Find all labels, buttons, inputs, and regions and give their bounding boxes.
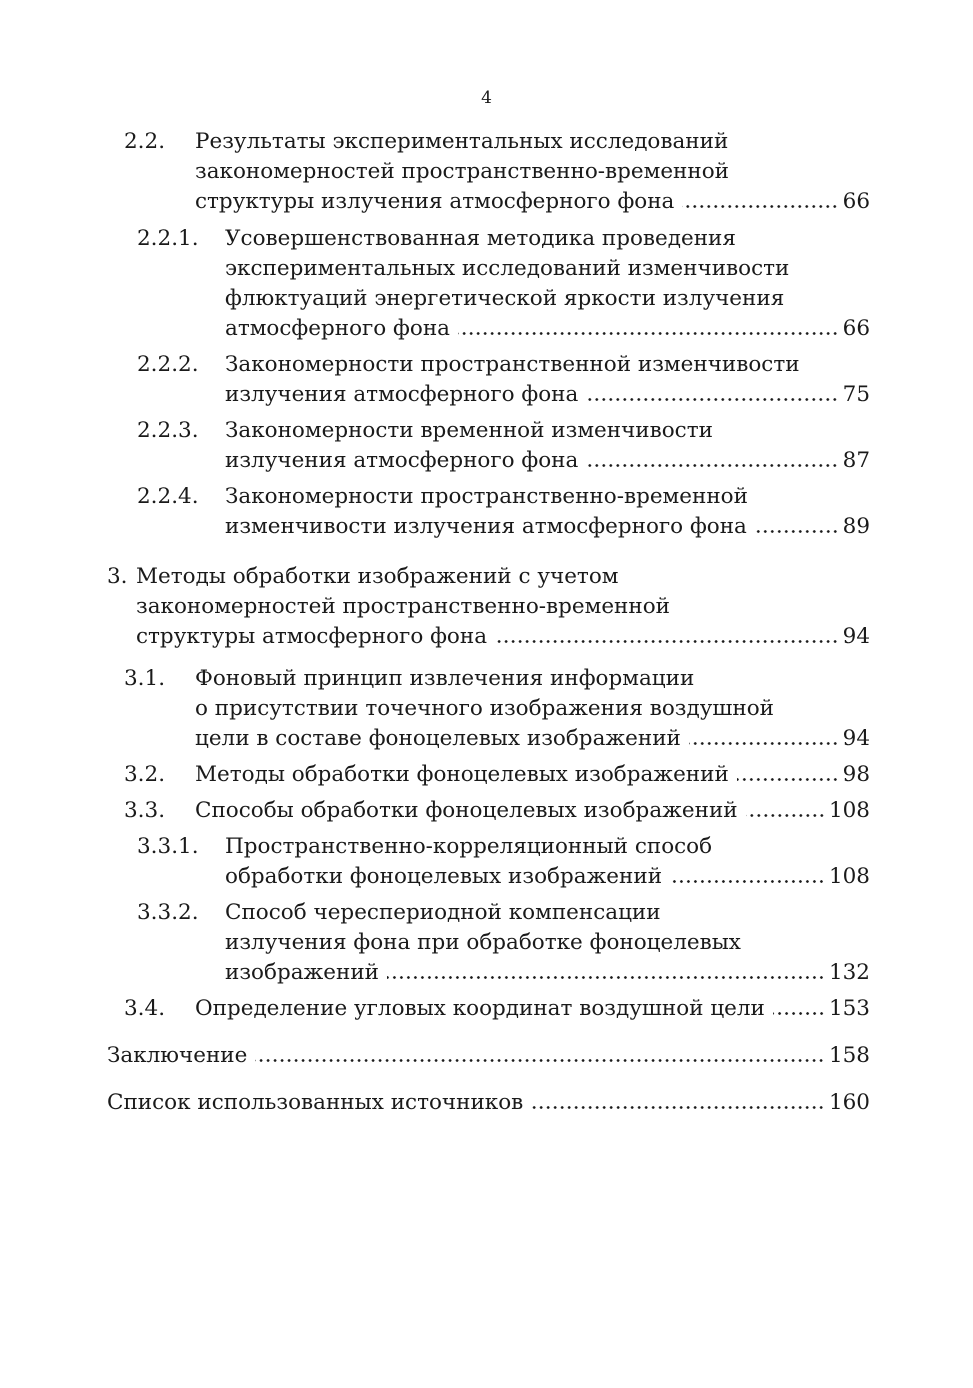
toc-entry-page: 66	[842, 189, 870, 214]
dot-leader	[495, 640, 839, 643]
toc-entry-page: 66	[842, 316, 870, 341]
toc-entry-title-line: Способ черeспериодной компенсации	[225, 900, 661, 925]
dot-leader	[755, 530, 839, 533]
toc-entry-title-line: излучения атмосферного фона	[225, 448, 579, 473]
dot-leader	[746, 814, 825, 817]
toc-entry-title-line: закономерностей пространственно-временной	[136, 594, 670, 619]
dot-leader	[531, 1106, 825, 1109]
dot-leader	[773, 1012, 825, 1015]
toc-entry-page: 87	[842, 448, 870, 473]
toc-entry-number: 2.2.2.	[137, 352, 199, 377]
dot-leader	[670, 880, 825, 883]
toc-entry[interactable]	[0, 994, 973, 1024]
toc-entry[interactable]	[0, 416, 973, 476]
toc-entry-number: 3.2.	[124, 762, 166, 787]
toc-entry[interactable]	[0, 898, 973, 988]
toc-entry-title-line: излучения фона при обработке фоноцелевых	[225, 930, 741, 955]
toc-entry-title-line: экспериментальных исследований изменчивости	[225, 256, 790, 281]
toc-entry-number: 3.3.	[124, 798, 166, 823]
toc-entry[interactable]	[0, 1088, 973, 1118]
toc-entry[interactable]	[0, 832, 973, 892]
toc-entry-title-line: о присутствии точечного изображения воздушной	[195, 696, 774, 721]
page-number: 4	[481, 88, 492, 108]
toc-entry-title-line: Закономерности пространственно-временной	[225, 484, 748, 509]
toc-entry-number: 2.2.1.	[137, 226, 199, 251]
dot-leader	[689, 742, 839, 745]
table-of-contents	[0, 127, 973, 1118]
toc-entry-title-line: структуры атмосферного фона	[136, 624, 488, 649]
toc-entry-page: 75	[842, 382, 870, 407]
toc-entry-title-line: Результаты экспериментальных исследований	[195, 129, 729, 154]
toc-entry-page: 108	[828, 864, 870, 889]
toc-entry-title-line: Определение угловых координат воздушной цели	[195, 996, 765, 1021]
toc-entry-number: 2.2.	[124, 129, 166, 154]
dot-leader	[586, 464, 838, 467]
toc-entry-number: 3.4.	[124, 996, 166, 1021]
dot-leader	[586, 398, 838, 401]
toc-entry[interactable]	[0, 562, 973, 652]
toc-entry-page: 108	[828, 798, 870, 823]
toc-entry[interactable]	[0, 664, 973, 754]
toc-entry-title-line: Закономерности пространственной изменчивости	[225, 352, 800, 377]
toc-entry-title-line: обработки фоноцелевых изображений	[225, 864, 663, 889]
toc-entry-page: 94	[842, 624, 870, 649]
toc-entry-page: 94	[842, 726, 870, 751]
toc-entry-title-line: Фоновый принцип извлечения информации	[195, 666, 695, 691]
toc-entry[interactable]	[0, 1041, 973, 1071]
toc-entry-title-line: Методы обработки фоноцелевых изображений	[195, 762, 729, 787]
toc-entry-title-line: Усовершенствованная методика проведения	[225, 226, 736, 251]
toc-entry-title-line: Способы обработки фоноцелевых изображений	[195, 798, 738, 823]
toc-entry-number: 3.3.1.	[137, 834, 199, 859]
toc-entry-title-line: излучения атмосферного фона	[225, 382, 579, 407]
toc-entry[interactable]	[0, 760, 973, 790]
toc-entry-title-line: Закономерности временной изменчивости	[225, 418, 713, 443]
toc-entry-title-line: Список использованных источников	[107, 1090, 524, 1115]
toc-entry-title-line: структуры излучения атмосферного фона	[195, 189, 675, 214]
toc-entry-page: 158	[828, 1043, 870, 1068]
toc-entry-number: 2.2.3.	[137, 418, 199, 443]
dot-leader	[458, 332, 839, 335]
toc-entry-title-line: изменчивости излучения атмосферного фона	[225, 514, 747, 539]
toc-entry-title-line: флюктуаций энергетической яркости излучения	[225, 286, 785, 311]
toc-entry-page: 153	[828, 996, 870, 1021]
toc-entry-page: 160	[828, 1090, 870, 1115]
toc-entry-title-line: атмосферного фона	[225, 316, 450, 341]
toc-entry[interactable]	[0, 127, 973, 217]
toc-entry-page: 89	[842, 514, 870, 539]
dot-leader	[387, 976, 825, 979]
toc-entry-title-line: изображений	[225, 960, 380, 985]
toc-entry-page: 132	[828, 960, 870, 985]
toc-entry[interactable]	[0, 796, 973, 826]
toc-entry-number: 3.	[107, 564, 128, 589]
dot-leader	[682, 205, 838, 208]
dot-leader	[255, 1059, 825, 1062]
toc-entry-number: 2.2.4.	[137, 484, 199, 509]
toc-entry-title-line: цели в составе фоноцелевых изображений	[195, 726, 681, 751]
toc-entry-title-line: Пространственно-корреляционный способ	[225, 834, 713, 859]
toc-entry-title-line: Методы обработки изображений с учетом	[136, 564, 619, 589]
toc-entry[interactable]	[0, 350, 973, 410]
toc-entry-title-line: Заключение	[107, 1043, 248, 1068]
dot-leader	[737, 778, 839, 781]
toc-entry-title-line: закономерностей пространственно-временной	[195, 159, 729, 184]
toc-entry-number: 3.3.2.	[137, 900, 199, 925]
toc-entry-number: 3.1.	[124, 666, 166, 691]
toc-entry-page: 98	[842, 762, 870, 787]
toc-entry[interactable]	[0, 482, 973, 542]
toc-entry[interactable]	[0, 224, 973, 344]
